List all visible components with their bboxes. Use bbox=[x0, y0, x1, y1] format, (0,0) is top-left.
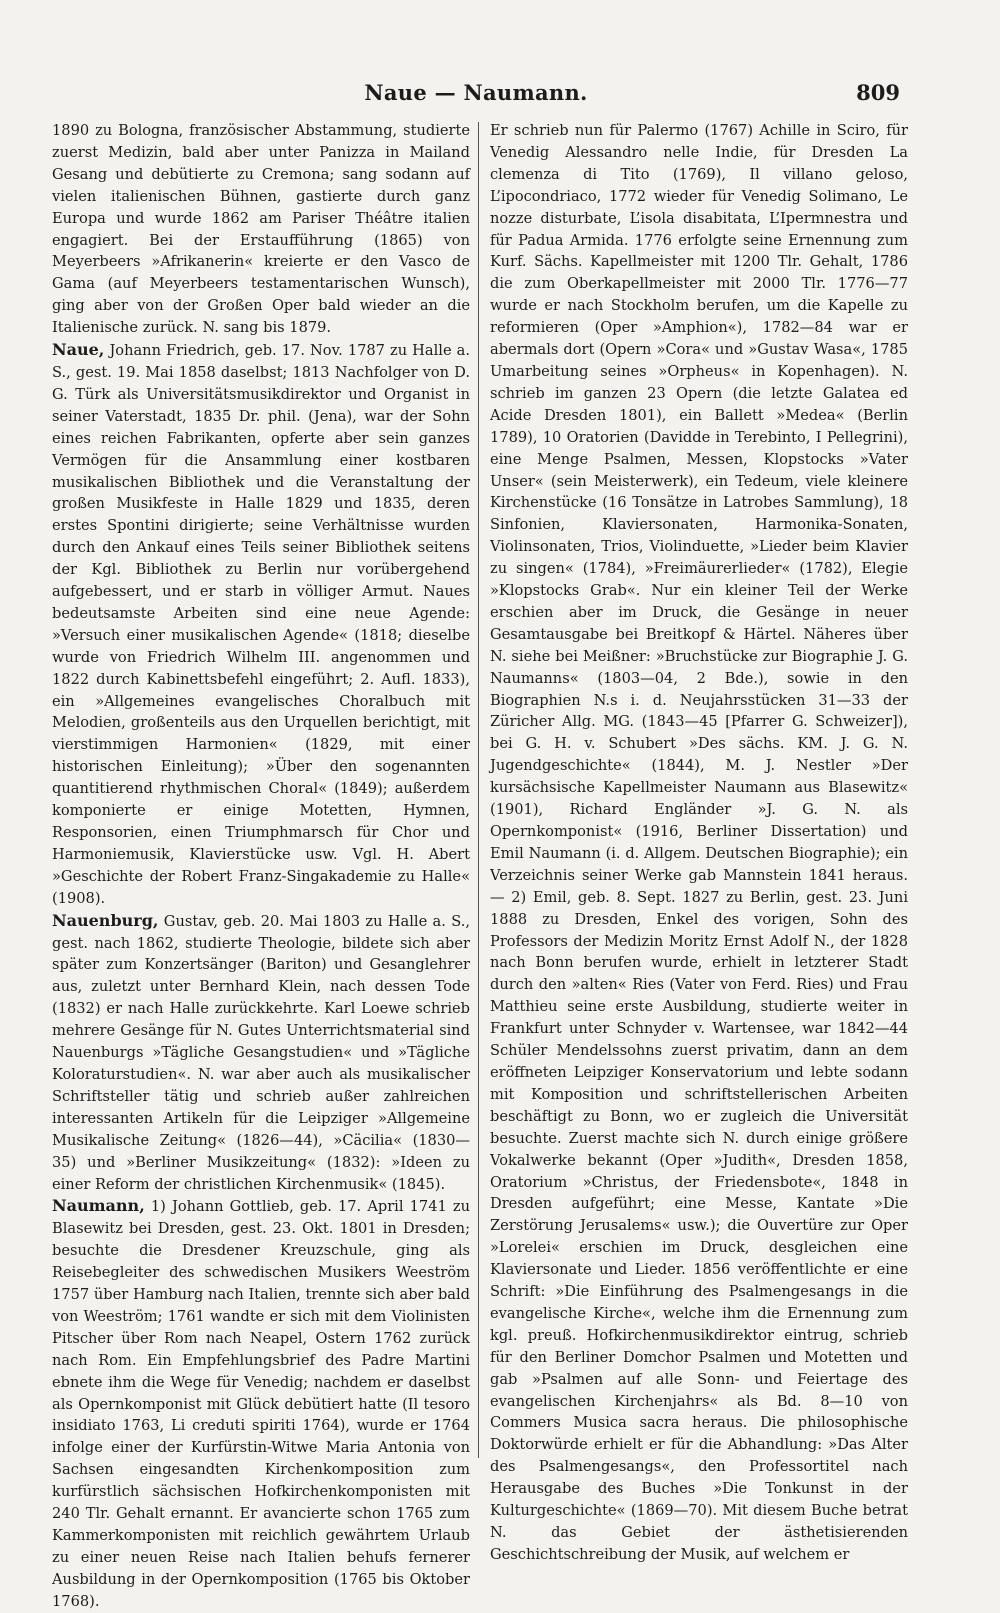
page-header bbox=[52, 80, 900, 114]
entry-headword: Naue, bbox=[52, 340, 105, 360]
running-title: Naue — Naumann. bbox=[364, 80, 588, 105]
right-column bbox=[490, 120, 908, 1566]
entry-text: Johann Friedrich, geb. 17. Nov. 1787 zu Halle a. S., gest. 19. Mai 1858 daselbst; 1813 Nachfolger von D. G. Türk als Universitätsmusikdirektor und Organist in seiner Vaterstadt, 1835 Dr. phil. (Jena), war der Sohn eines reichen Fabrikanten, opferte aber sein ganzes Vermögen für die Ansammlung einer kostbaren musikalischen Bibliothek und die Veranstaltung der großen Musikfeste in Halle 1829 und 1835, deren erstes Spontini dirigierte; seine Verhältnisse wurden durch den Ankauf eines Teils seiner Bibliothek seitens der Kgl. Bibliothek zu Berlin nur vorübergehend aufgebessert, und er starb in völliger Armut. Naues bedeutsamste Arbeiten sind eine neue Agende: »Versuch einer musikalischen Agende« (1818; dieselbe wurde von Friedrich Wilhelm III. angenommen und 1822 durch Kabinettsbefehl eingeführt; 2. Aufl. 1833), ein »Allgemeines evangelisches Choralbuch mit Melodien, großenteils aus den Urquellen berichtigt, mit vierstimmigen Harmonien« (1829, mit einer historischen Einleitung); »Über den sogenannten quantitierend rhythmischen Choral« (1849); außerdem komponierte er einige Motetten, Hymnen, Responsorien, einen Triumphmarsch für Chor und Harmoniemusik, Klavierstücke usw. Vgl. H. Abert »Geschichte der Robert Franz-Singakademie zu Halle« (1908). bbox=[52, 342, 470, 907]
left-column bbox=[52, 120, 470, 1613]
entry-naumann bbox=[52, 1195, 470, 1612]
entry-naue bbox=[52, 339, 470, 910]
entry-continuation: 1890 zu Bologna, französischer Abstammung, studierte zuerst Medizin, bald aber unter Panizza in Mailand Gesang und debütierte zu Cremona; sang sodann auf vielen italienischen Bühnen, gastierte durch ganz Europa und wurde 1862 am Pariser Théâtre italien engagiert. Bei der Erstaufführung (1865) von Meyerbeers »Afrikanerin« kreierte er den Vasco de Gama (auf Meyerbeers testamentarischen Wunsch), ging aber von der Großen Oper bald wieder an die Italienische zurück. N. sang bis 1879. bbox=[52, 122, 470, 337]
column-divider bbox=[478, 122, 479, 1458]
entry-headword: Naumann, bbox=[52, 1196, 145, 1216]
entry-text: Gustav, geb. 20. Mai 1803 zu Halle a. S., gest. nach 1862, studierte Theologie, bildete sich aber später zum Konzertsänger (Bariton) und Gesanglehrer aus, zuletzt unter Bernhard Klein, nach dessen Tode (1832) er nach Halle zurückkehrte. Karl Loewe schrieb mehrere Gesänge für N. Gutes Unterrichtsmaterial sind Nauenburgs »Tägliche Gesangstudien« und »Tägliche Koloraturstudien«. N. war aber auch als musikalischer Schriftsteller tätig und schrieb außer zahlreichen interessanten Artikeln für die Leipziger »Allgemeine Musikalische Zeitung« (1826—44), »Cäcilia« (1830—35) und »Berliner Musikzeitung« (1832): »Ideen zu einer Reform der christlichen Kirchenmusik« (1845). bbox=[52, 912, 470, 1193]
entry-naumann-continuation: Er schrieb nun für Palermo (1767) Achille in Sciro, für Venedig Alessandro nelle Indie, für Dresden La clemenza di Tito (1769), Il villano geloso, L’ipocondriaco, 1772 wieder für Venedig Solimano, Le nozze disturbate, L’isola disabitata, L’Ipermnestra und für Padua Armida. 1776 erfolgte seine Ernennung zum Kurf. Sächs. Kapellmeister mit 1200 Tlr. Gehalt, 1786 die zum Oberkapellmeister mit 2000 Tlr. 1776—77 wurde er nach Stockholm berufen, um die Kapelle zu reformieren (Oper »Amphion«), 1782—84 war er abermals dort (Opern »Cora« und »Gustav Wasa«, 1785 Umarbeitung seines »Orpheus« in Kopenhagen). N. schrieb im ganzen 23 Opern (die letzte Galatea ed Acide Dresden 1801), ein Ballett »Medea« (Berlin 1789), 10 Oratorien (Davidde in Terebinto, I Pellegrini), eine Menge Psalmen, Messen, Klopstocks »Vater Unser« (sein Meisterwerk), ein Tedeum, viele kleinere Kirchenstücke (16 Tonsätze in Latrobes Sammlung), 18 Sinfonien, Klaviersonaten, Harmonika-Sonaten, Violinsonaten, Trios, Violinduette, »Lieder beim Klavier zu singen« (1784), »Freimäurerlieder« (1782), Elegie »Klopstocks Grab«. Nur ein kleiner Teil der Werke erschien aber im Druck, die Gesänge in neuer Gesamtausgabe bei Breitkopf & Härtel. Näheres über N. siehe bei Meißner: »Bruchstücke zur Biographie J. G. Naumanns« (1803—04, 2 Bde.), sowie in den Biographien N.s i. d. Neujahrsstücken 31—33 der Züricher Allg. MG. (1843—45 [Pfarrer G. Schweizer]), bei G. H. v. Schubert »Des sächs. KM. J. G. N. Jugendgeschichte« (1844), M. J. Nestler »Der kursächsische Kapellmeister Naumann aus Blasewitz« (1901), Richard Engländer »J. G. N. als Opernkomponist« (1916, Berliner Dissertation) und Emil Naumann (i. d. Allgem. Deutschen Biographie); ein Verzeichnis seiner Werke gab Mannstein 1841 heraus. — 2) Emil, geb. 8. Sept. 1827 zu Berlin, gest. 23. Juni 1888 zu Dresden, Enkel des vorigen, Sohn des Professors der Medizin Moritz Ernst Adolf N., der 1828 nach Bonn berufen wurde, erhielt in letzterer Stadt durch den »alten« Ries (Vater von Ferd. Ries) und Frau Matthieu seine erste Ausbildung, studierte weiter in Frankfurt unter Schnyder v. Wartensee, war 1842—44 Schüler Mendelssohns zuerst privatim, dann an dem eröffneten Leipziger Konservatorium und lebte sodann mit Komposition und schriftstellerischen Arbeiten beschäftigt zu Bonn, wo er zugleich die Universität besuchte. Zuerst machte sich N. durch einige größere Vokalwerke bekannt (Oper »Judith«, Dresden 1858, Oratorium »Christus, der Friedensbote«, 1848 in Dresden aufgeführt; eine Messe, Kantate »Die Zerstörung Jerusalems« usw.); die Ouvertüre zur Oper »Lorelei« erschien im Druck, desgleichen eine Klaviersonate und Lieder. 1856 veröffentlichte er eine Schrift: »Die Einführung des Psalmengesangs in die evangelische Kirche«, welche ihm die Ernennung zum kgl. preuß. Hofkirchenmusikdirektor eintrug, schrieb für den Berliner Domchor Psalmen und Motetten und gab »Psalmen auf alle Sonn- und Feiertage des evangelischen Kirchenjahrs« als Bd. 8—10 von Commers Musica sacra heraus. Die philosophische Doktorwürde erhielt er für die Abhandlung: »Das Alter des Psalmengesangs«, den Professortitel nach Herausgabe des Buches »Die Tonkunst in der Kulturgeschichte« (1869—70). Mit diesem Buche betrat N. das Gebiet der ästhetisierenden Geschichtschreibung der Musik, auf welchem er bbox=[490, 122, 908, 1563]
entry-nauenburg bbox=[52, 910, 470, 1196]
entry-text: 1) Johann Gottlieb, geb. 17. April 1741 zu Blasewitz bei Dresden, gest. 23. Okt. 1801 in Dresden; besuchte die Dresdener Kreuzschule, ging als Reisebegleiter des schwedischen Musikers Weeström 1757 über Hamburg nach Italien, trennte sich aber bald von Weeström; 1761 wandte er sich mit dem Violinisten Pitscher über Rom nach Neapel, Ostern 1762 zurück nach Rom. Ein Empfehlungsbrief des Padre Martini ebnete ihm die Wege für Venedig; nachdem er daselbst als Opernkomponist mit Glück debütiert hatte (Il tesoro insidiato 1763, Li creduti spiriti 1764), wurde er 1764 infolge einer der Kurfürstin-Witwe Maria Antonia von Sachsen eingesandten Kirchenkomposition zum kurfürstlich sächsischen Hofkirchenkomponisten mit 240 Tlr. Gehalt ernannt. Er avancierte schon 1765 zum Kammerkomponisten mit reichlich gewährtem Urlaub zu einer neuen Reise nach Italien behufs fernerer Ausbildung in der Opernkomposition (1765 bis Oktober 1768). bbox=[52, 1198, 470, 1610]
page-number: 809 bbox=[856, 80, 900, 105]
entry-headword: Nauenburg, bbox=[52, 910, 159, 930]
